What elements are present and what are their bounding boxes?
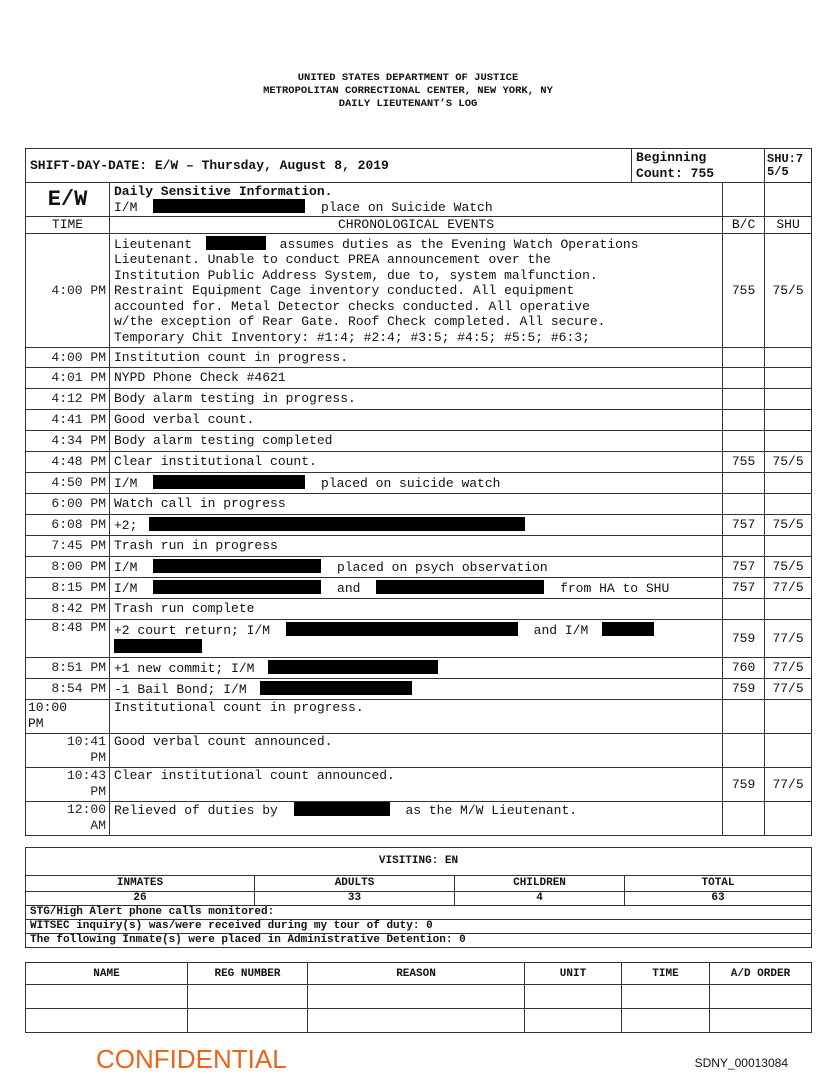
entry-bc: 759: [723, 679, 765, 700]
entry-line: assumes duties as the Evening Watch Operations: [279, 236, 639, 252]
entry-shu: 77/5: [765, 768, 812, 802]
entry-bc: [723, 599, 765, 620]
header-department: UNITED STATES DEPARTMENT OF JUSTICE: [297, 72, 519, 84]
entry-event: [110, 473, 723, 494]
witsec-line: WITSEC inquiry(s) was/were received during my tour of duty: 0: [26, 920, 812, 934]
visiting-values-row: [26, 892, 812, 906]
entry-bc: 755: [723, 452, 765, 473]
admin-detention-table: [25, 962, 812, 1033]
entry-shu: [765, 389, 812, 410]
entry-time: 4:34 PM: [26, 431, 110, 452]
entry-line: Temporary Chit Inventory: #1:4; #2:4; #3:5; #4:5; #5:5; #6:3;: [114, 329, 590, 345]
entry-time: 4:48 PM: [26, 452, 110, 473]
entry-time-period: PM: [28, 715, 44, 731]
log-entry: [26, 494, 812, 515]
redaction-box: [602, 622, 654, 636]
entry-shu: [765, 536, 812, 557]
entry-shu: 77/5: [765, 578, 812, 599]
entry-time: [26, 802, 110, 836]
empty-cell: [723, 183, 765, 217]
sensitive-info: [110, 183, 723, 217]
redaction-box: [153, 580, 321, 594]
shu-count: SHU:75/5: [765, 149, 812, 183]
entry-time: 8:15 PM: [26, 578, 110, 599]
entry-bc: 755: [723, 233, 765, 348]
entry-event: Good verbal count.: [110, 410, 723, 431]
entry-shu: [765, 734, 812, 768]
entry-shu: 77/5: [765, 679, 812, 700]
log-entry: [26, 700, 812, 734]
entry-shu: [765, 348, 812, 368]
entry-shu: 75/5: [765, 557, 812, 578]
stg-calls-line: STG/High Alert phone calls monitored:: [26, 906, 812, 920]
entry-text: +2 court return; I/M: [114, 623, 271, 638]
entry-time: 4:12 PM: [26, 389, 110, 410]
entry-text: and: [337, 580, 361, 596]
entry-time: 7:45 PM: [26, 536, 110, 557]
entry-bc: 760: [723, 658, 765, 679]
stg-row: [26, 906, 812, 920]
redaction-box: [153, 199, 305, 213]
log-entry: [26, 578, 812, 599]
entry-shu: [765, 368, 812, 389]
sensitive-row: [26, 183, 812, 217]
empty-cell: [525, 985, 622, 1009]
redaction-box: [260, 681, 412, 695]
admin-detention-line: The following Inmate(s) were placed in Administrative Detention: 0: [26, 934, 812, 948]
ad-empty-row: [26, 985, 812, 1009]
entry-bc: [723, 410, 765, 431]
log-entry: [26, 768, 812, 802]
entry-line: Institution Public Address System, due to, system malfunction.: [114, 267, 598, 283]
log-entry: [26, 536, 812, 557]
entry-bc: [723, 802, 765, 836]
empty-cell: [525, 1009, 622, 1033]
document-header: [0, 72, 816, 111]
entry-text: Relieved of duties by: [114, 803, 278, 818]
entry-event: Good verbal count announced.: [110, 734, 723, 768]
summary-row: [26, 149, 812, 183]
watch-code: E/W: [26, 183, 110, 217]
entry-time: [26, 734, 110, 768]
entry-time: 6:08 PM: [26, 515, 110, 536]
log-entry: [26, 599, 812, 620]
entry-bc: [723, 389, 765, 410]
sensitive-line: [114, 199, 718, 216]
shift-day-date: SHIFT-DAY-DATE: E/W – Thursday, August 8, 2019: [26, 149, 632, 183]
entry-event: [110, 557, 723, 578]
entry-event: [110, 620, 723, 658]
ad-col-name: NAME: [26, 963, 188, 985]
visiting-header-inmates: INMATES: [26, 876, 255, 892]
entry-bc: [723, 536, 765, 557]
entry-text: -1 Bail Bond; I/M: [114, 681, 247, 697]
entry-shu: [765, 431, 812, 452]
entry-event: Institution count in progress.: [110, 348, 723, 368]
entry-event: Clear institutional count announced.: [110, 768, 723, 802]
entry-time: 8:51 PM: [26, 658, 110, 679]
entry-text: I/M: [114, 580, 138, 596]
entry-bc: 757: [723, 578, 765, 599]
confidential-stamp: CONFIDENTIAL: [96, 1044, 287, 1074]
empty-cell: [710, 985, 812, 1009]
empty-cell: [188, 1009, 308, 1033]
visiting-header-adults: ADULTS: [255, 876, 455, 892]
entry-text: +2;: [114, 517, 138, 533]
log-entry: [26, 368, 812, 389]
redaction-box: [206, 236, 266, 250]
entry-bc: 757: [723, 515, 765, 536]
visiting-inmates-value: 26: [26, 892, 255, 906]
entry-bc: [723, 700, 765, 734]
redaction-box: [153, 559, 321, 573]
entry-text: from HA to SHU: [560, 580, 670, 596]
entry-event: Trash run in progress: [110, 536, 723, 557]
ad-empty-row: [26, 1009, 812, 1033]
entry-event: Body alarm testing in progress.: [110, 389, 723, 410]
entry-text: +1 new commit; I/M: [114, 660, 255, 676]
column-header-row: [26, 217, 812, 234]
entry-time: [26, 768, 110, 802]
entry-time-period: PM: [90, 749, 106, 765]
entry-event: Trash run complete: [110, 599, 723, 620]
empty-cell: [765, 183, 812, 217]
beginning-count: Beginning Count: 755: [632, 149, 765, 183]
entry-text: and I/M: [533, 623, 589, 638]
bates-number: SDNY_00013084: [694, 1056, 788, 1070]
sensitive-prefix: I/M: [114, 200, 138, 215]
entry-time-period: AM: [90, 817, 106, 833]
entry-time: 4:50 PM: [26, 473, 110, 494]
entry-time: 6:00 PM: [26, 494, 110, 515]
empty-cell: [26, 1009, 188, 1033]
redaction-box: [294, 802, 390, 816]
ad-col-unit: UNIT: [525, 963, 622, 985]
entry-text: as the M/W Lieutenant.: [405, 803, 578, 818]
entry-line: Restraint Equipment Cage inventory conducted. All equipment: [114, 283, 575, 298]
ad-col-time: TIME: [622, 963, 710, 985]
entry-time-period: PM: [90, 783, 106, 799]
entry-event: Institutional count in progress.: [110, 700, 723, 734]
entry-time-value: 10:43: [66, 768, 106, 783]
visiting-table: [25, 847, 812, 948]
visiting-title-row: [26, 848, 812, 876]
empty-cell: [622, 1009, 710, 1033]
col-shu: SHU: [765, 217, 812, 234]
empty-cell: [308, 985, 525, 1009]
col-bc: B/C: [723, 217, 765, 234]
entry-bc: [723, 494, 765, 515]
redaction-box: [268, 660, 438, 674]
entry-shu: [765, 802, 812, 836]
log-entry: [26, 802, 812, 836]
redaction-box: [286, 622, 518, 636]
entry-event: Watch call in progress: [110, 494, 723, 515]
entry-time: [26, 700, 110, 734]
entry-text: I/M: [114, 475, 138, 491]
col-time: TIME: [26, 217, 110, 234]
entry-event: NYPD Phone Check #4621: [110, 368, 723, 389]
entry-time: 8:00 PM: [26, 557, 110, 578]
log-entry: [26, 389, 812, 410]
redaction-box: [376, 580, 544, 594]
log-entry: [26, 515, 812, 536]
header-log-title: DAILY LIEUTENANT’S LOG: [338, 98, 478, 110]
entry-shu: [765, 410, 812, 431]
entry-time: 4:41 PM: [26, 410, 110, 431]
entry-event: [110, 233, 723, 348]
entry-time-value: 10:41: [66, 734, 106, 749]
sensitive-suffix: place on Suicide Watch: [321, 200, 493, 215]
log-entry: [26, 557, 812, 578]
visiting-adults-value: 33: [255, 892, 455, 906]
entry-time: 4:00 PM: [26, 348, 110, 368]
log-entry: [26, 473, 812, 494]
entry-time: 8:54 PM: [26, 679, 110, 700]
visiting-children-value: 4: [455, 892, 625, 906]
entry-shu: [765, 473, 812, 494]
empty-cell: [308, 1009, 525, 1033]
redaction-box: [153, 475, 305, 489]
entry-shu: 75/5: [765, 233, 812, 348]
entry-prefix: Lieutenant: [114, 236, 193, 252]
entry-event: Body alarm testing completed: [110, 431, 723, 452]
log-entry: [26, 410, 812, 431]
visiting-total-value: 63: [625, 892, 812, 906]
visiting-title: VISITING: EN: [26, 848, 812, 876]
ad-header-row: [26, 963, 812, 985]
entry-shu: 77/5: [765, 620, 812, 658]
entry-shu: [765, 599, 812, 620]
entry-time-value: 12:00: [66, 802, 106, 817]
entry-bc: 759: [723, 768, 765, 802]
log-entry: [26, 658, 812, 679]
empty-cell: [188, 985, 308, 1009]
ad-col-ad-order: A/D ORDER: [710, 963, 812, 985]
entry-time: 4:01 PM: [26, 368, 110, 389]
entry-event: [110, 515, 723, 536]
entry-bc: [723, 734, 765, 768]
entry-time-value: 10:00: [28, 700, 68, 715]
entry-event: [110, 679, 723, 700]
log-table: [25, 148, 812, 836]
redaction-box: [114, 639, 202, 653]
ad-col-reason: REASON: [308, 963, 525, 985]
entry-event: Clear institutional count.: [110, 452, 723, 473]
col-events: CHRONOLOGICAL EVENTS: [110, 217, 723, 234]
entry-time: 8:42 PM: [26, 599, 110, 620]
entry-time: 8:48 PM: [26, 620, 110, 658]
entry-event: [110, 802, 723, 836]
empty-cell: [26, 985, 188, 1009]
entry-bc: [723, 431, 765, 452]
log-entry: [26, 734, 812, 768]
entry-shu: [765, 700, 812, 734]
entry-text: I/M: [114, 559, 138, 575]
entry-text: placed on suicide watch: [321, 475, 501, 491]
entry-line: accounted for. Metal Detector checks conducted. All operative: [114, 298, 590, 314]
entry-text: placed on psych observation: [337, 559, 548, 575]
entry-bc: [723, 368, 765, 389]
entry-bc: 757: [723, 557, 765, 578]
entry-line: w/the exception of Rear Gate. Roof Check completed. All secure.: [114, 314, 606, 329]
entry-shu: 75/5: [765, 452, 812, 473]
visiting-header-children: CHILDREN: [455, 876, 625, 892]
redaction-box: [149, 517, 525, 531]
entry-shu: 77/5: [765, 658, 812, 679]
entry-time: 4:00 PM: [26, 233, 110, 348]
visiting-header-row: [26, 876, 812, 892]
empty-cell: [622, 985, 710, 1009]
log-entry: [26, 452, 812, 473]
witsec-row: [26, 920, 812, 934]
admin-detention-row: [26, 934, 812, 948]
log-entry: [26, 679, 812, 700]
sensitive-title: Daily Sensitive Information.: [114, 183, 333, 199]
ad-col-reg-number: REG NUMBER: [188, 963, 308, 985]
entry-bc: [723, 473, 765, 494]
entry-bc: [723, 348, 765, 368]
header-institution: METROPOLITAN CORRECTIONAL CENTER, NEW YORK, NY: [263, 85, 553, 97]
entry-line: Lieutenant. Unable to conduct PREA announcement over the: [114, 252, 551, 267]
entry-shu: 75/5: [765, 515, 812, 536]
entry-event: [110, 658, 723, 679]
entry-shu: [765, 494, 812, 515]
log-entry: [26, 431, 812, 452]
entry-event: [110, 578, 723, 599]
visiting-header-total: TOTAL: [625, 876, 812, 892]
log-entry: [26, 620, 812, 658]
empty-cell: [710, 1009, 812, 1033]
entry-bc: 759: [723, 620, 765, 658]
log-entry: [26, 233, 812, 348]
log-entry: [26, 348, 812, 368]
